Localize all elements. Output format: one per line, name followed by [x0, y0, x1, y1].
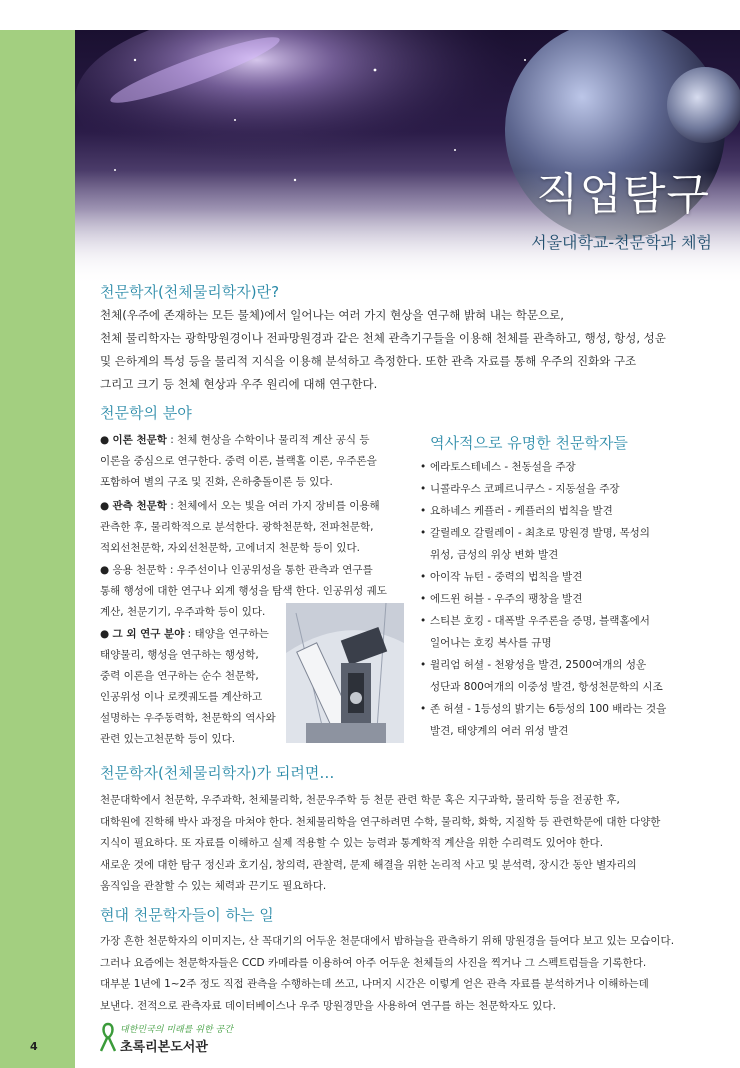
- field-text: 관련 있는고천문학 등이 있다.: [100, 733, 236, 745]
- body-line: 천체(우주에 존재하는 모든 물체)에서 일어나는 여러 가지 현상을 연구해 밝혀 내는 학문으로,: [100, 308, 564, 322]
- field-text: 이론을 중심으로 연구한다. 중력 이론, 블랙홀 이론, 우주론을: [100, 455, 377, 467]
- section-title-historical: 역사적으로 유명한 천문학자들: [430, 434, 628, 452]
- section-body-modern-work: [100, 931, 674, 1017]
- field-text: 관측한 후, 물리학적으로 분석한다. 광학천문학, 전파천문학,: [100, 521, 374, 533]
- body-line: 대부분 1년에 1~2주 정도 직접 관측을 수행하는데 쓰고, 나머지 시간은 이렇게 얻은 관측 자료를 분석하거나 이해하는데: [100, 978, 649, 990]
- field-text: 계산, 천문기기, 우주과학 등이 있다.: [100, 606, 266, 618]
- field-text: : 태양을 연구하는: [184, 628, 269, 640]
- field-text: 중력 이론을 연구하는 순수 천문학,: [100, 670, 259, 682]
- field-observational: [100, 496, 380, 559]
- section-title-what-is-astronomer: 천문학자(천체물리학자)란?: [100, 283, 280, 301]
- field-label: 응용 천문학: [112, 564, 167, 576]
- hero-title: 직업탐구: [535, 169, 710, 220]
- body-line: 천체 물리학자는 광학망원경이나 전파망원경과 같은 천체 관측기구들을 이용해 천체를 관측하고, 행성, 항성, 성운: [100, 331, 666, 345]
- field-text: 설명하는 우주동력학, 천문학의 역사와: [100, 712, 276, 724]
- body-line: 및 은하계의 특성 등을 물리적 지식을 이용해 분석하고 측정한다. 또한 관측 자료를 통해 우주의 진화와 구조: [100, 354, 637, 368]
- bullet: ●: [100, 500, 110, 512]
- bullet: ●: [100, 628, 110, 640]
- list-item: • 갈릴레오 갈릴레이 - 최초로 망원경 발명, 목성의: [420, 522, 666, 544]
- list-item: • 에라토스테네스 - 천동설을 주장: [420, 456, 666, 478]
- field-text: : 천체 현상을 수학이나 물리적 계산 공식 등: [166, 434, 370, 446]
- body-line: 천문대학에서 천문학, 우주과학, 천체물리학, 천문우주학 등 천문 관련 학문 혹은 지구과학, 물리학 등을 전공한 후,: [100, 794, 620, 806]
- section-title-modern-work: 현대 천문학자들이 하는 일: [100, 906, 274, 924]
- section-body-how-to-become: [100, 790, 660, 898]
- body-line: 보낸다. 전적으로 관측자료 데이터베이스나 우주 망원경만을 사용하여 연구를 하는 천문학자도 있다.: [100, 999, 556, 1012]
- bullet: ●: [100, 564, 110, 576]
- list-item: • 니콜라우스 코페르니쿠스 - 지동설을 주장: [420, 478, 666, 500]
- hero-subtitle: 서울대학교-천문학과 체험: [531, 233, 712, 252]
- field-text: 통해 행성에 대한 연구나 외계 행성을 탐색 한다. 인공위성 궤도: [100, 585, 387, 597]
- field-text: 적외선천문학, 자외선천문학, 고에너지 천문학 등이 있다.: [100, 542, 360, 554]
- body-line: 그러나 요즘에는 천문학자들은 CCD 카메라를 이용하여 아주 어두운 천체들의 사진을 찍거나 그 스펙트럼들을 기록한다.: [100, 956, 647, 969]
- list-item-continuation: 일어나는 호킹 복사를 규명: [430, 637, 552, 649]
- field-text: : 천체에서 오는 빛을 여러 가지 장비를 이용해: [166, 500, 380, 512]
- telescope-photo: [286, 603, 404, 743]
- list-item: • 윌리엄 허셜 - 천왕성을 발견, 2500여개의 성운: [420, 654, 666, 676]
- body-line: 움직임을 관찰할 수 있는 체력과 끈기도 필요하다.: [100, 880, 327, 892]
- body-line: 새로운 것에 대한 탐구 정신과 호기심, 창의력, 관찰력, 문제 해결을 위한 논리적 사고 및 분석력, 장시간 동안 별자리의: [100, 858, 637, 871]
- bullet: •: [420, 571, 427, 583]
- list-item-continuation: 위성, 금성의 위상 변화 발견: [430, 549, 559, 561]
- field-other: [100, 624, 276, 750]
- bullet: •: [420, 615, 427, 627]
- logo-name: 초록리본도서관: [120, 1040, 208, 1055]
- bullet: •: [420, 505, 427, 517]
- list-item-continuation: 발견, 태양계의 여러 위성 발견: [430, 725, 569, 737]
- page-number: 4: [30, 1040, 38, 1053]
- body-line: 그리고 크기 등 천체 현상과 우주 원리에 대해 연구한다.: [100, 377, 378, 391]
- bullet: •: [420, 527, 427, 539]
- green-ribbon-icon: [100, 1022, 116, 1052]
- section-body-what-is-astronomer: [100, 304, 666, 396]
- bullet: •: [420, 461, 427, 473]
- bullet: •: [420, 483, 427, 495]
- logo-tagline: 대한민국의 미래를 위한 공간: [120, 1025, 233, 1035]
- list-item: • 아이작 뉴턴 - 중력의 법칙을 발견: [420, 566, 666, 588]
- field-text: 태양물리, 행성을 연구하는 행성학,: [100, 649, 259, 661]
- field-text: 인공위성 이나 로켓궤도를 계산하고: [100, 691, 263, 703]
- field-label: 관측 천문학: [112, 500, 167, 512]
- list-item-continuation: 성단과 800여개의 이중성 발견, 항성천문학의 시조: [430, 681, 663, 693]
- field-label: 그 외 연구 분야: [112, 628, 185, 640]
- field-text: : 우주선이나 인공위성을 통한 관측과 연구를: [166, 564, 373, 576]
- bullet: •: [420, 703, 427, 715]
- body-line: 지식이 필요하다. 또 자료를 이해하고 실제 적용할 수 있는 능력과 통계학적 계산을 위한 수리력도 있어야 한다.: [100, 837, 604, 849]
- section-title-how-to-become: 천문학자(천체물리학자)가 되려면…: [100, 764, 335, 782]
- bullet: •: [420, 593, 427, 605]
- field-text: 포함하여 별의 구조 및 진화, 은하충돌이론 등 있다.: [100, 476, 333, 488]
- bullet: ●: [100, 434, 110, 446]
- hero-banner: [75, 30, 740, 285]
- list-item: • 스티븐 호킹 - 대폭발 우주론을 증명, 블랙홀에서: [420, 610, 666, 632]
- list-item: • 요하네스 케플러 - 케플러의 법칙을 발견: [420, 500, 666, 522]
- list-item: • 에드윈 허블 - 우주의 팽창을 발견: [420, 588, 666, 610]
- body-line: 가장 흔한 천문학자의 이미지는, 산 꼭대기의 어두운 천문대에서 밤하늘을 관측하기 위해 망원경을 들여다 보고 있는 모습이다.: [100, 935, 675, 947]
- historical-list: [420, 456, 666, 742]
- list-item: • 존 허셜 - 1등성의 밝기는 6등성의 100 배라는 것을: [420, 698, 666, 720]
- field-label: 이론 천문학: [112, 434, 167, 446]
- field-theoretical: [100, 430, 377, 493]
- library-logo: [100, 1020, 250, 1056]
- section-title-fields: 천문학의 분야: [100, 404, 192, 422]
- body-line: 대학원에 진학해 박사 과정을 마쳐야 한다. 천체물리학을 연구하려면 수학, 물리학, 화학, 지질학 등 관련학문에 대한 다양한: [100, 815, 661, 828]
- bullet: •: [420, 659, 427, 671]
- green-side-bar: [0, 30, 75, 1068]
